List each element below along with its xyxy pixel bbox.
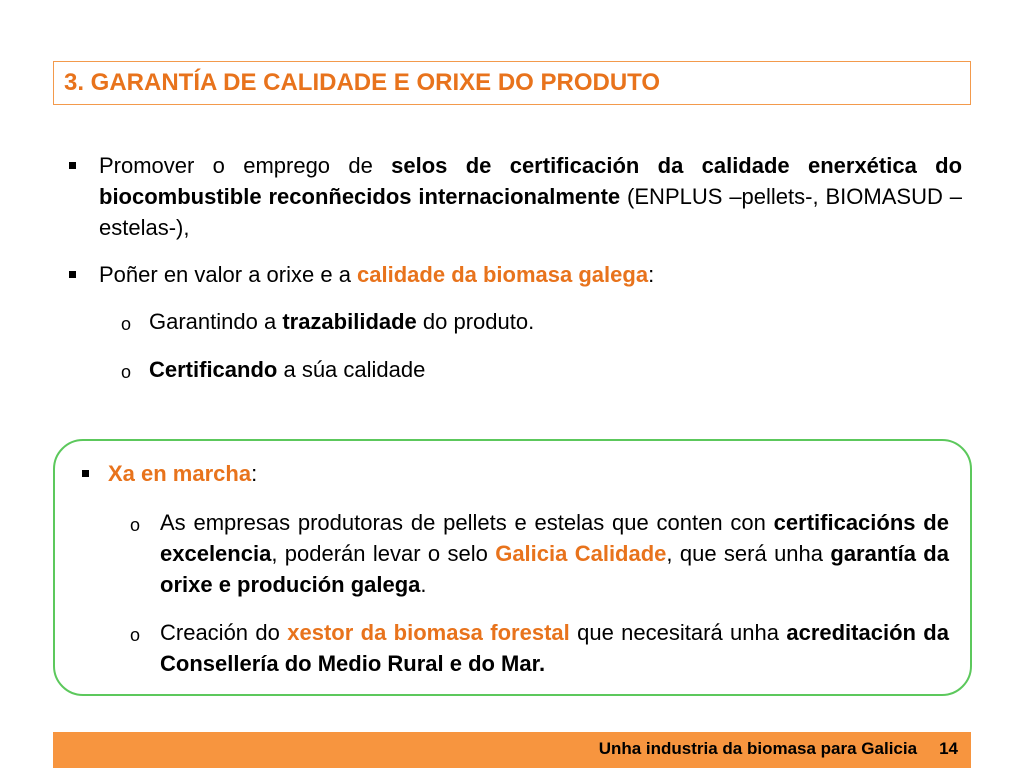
bold-text: garantía da orixe e produción galega [160,541,949,597]
text: . [420,572,427,597]
text: Promover o emprego de [99,153,392,178]
text: a súa calidade [277,357,426,382]
text: Creación do [160,620,288,645]
bold-text: acreditación da Consellería do Medio Rural e do Mar. [160,620,949,676]
footer-caption: Unha industria da biomasa para Galicia [598,739,918,758]
subitem-certifying [149,354,949,385]
text: , poderán levar o selo [271,541,496,566]
slide-title-box [53,61,971,105]
circle-bullet-icon: o [121,314,132,334]
square-bullet-icon [69,271,76,278]
text: : [251,461,258,486]
text: (ENPLUS –pellets-, BIOMASUD –estelas-), [99,184,962,240]
circle-bullet-icon: o [130,625,141,645]
highlight-text: xestor da biomasa forestal [287,620,570,645]
subitem-biomass-manager [160,617,949,679]
square-bullet-icon [69,162,76,169]
subitem-companies [160,507,949,600]
bullet-certification [99,150,962,243]
text: , que será unha [666,541,831,566]
highlight-text: Xa en marcha [108,461,252,486]
bullet-in-progress [108,458,948,489]
bold-text: Certificando [149,357,278,382]
text: Garantindo a [149,309,283,334]
footer-text [599,739,958,759]
highlight-text: Galicia Calidade [495,541,667,566]
bullet-value-origin [99,259,962,290]
footer-bar [53,732,971,768]
subitem-traceability [149,306,949,337]
circle-bullet-icon: o [121,362,132,382]
page-number: 14 [939,739,958,758]
text: do produto. [416,309,535,334]
text: que necesitará unha [569,620,787,645]
text: : [648,262,655,287]
text: As empresas produtoras de pellets e estelas que conten con [160,510,774,535]
highlight-text: calidade da biomasa galega [357,262,649,287]
bold-text: selos de certificación da calidade enerxética do biocombustible reconñecidos internacionalmente [99,153,963,209]
bold-text: certificacións de excelencia [160,510,949,566]
text: Poñer en valor a orixe e a [99,262,358,287]
circle-bullet-icon: o [130,515,141,535]
square-bullet-icon [82,470,89,477]
slide-title: 3. GARANTÍA DE CALIDADE E ORIXE DO PRODUTO [64,69,661,96]
bold-text: trazabilidade [282,309,417,334]
